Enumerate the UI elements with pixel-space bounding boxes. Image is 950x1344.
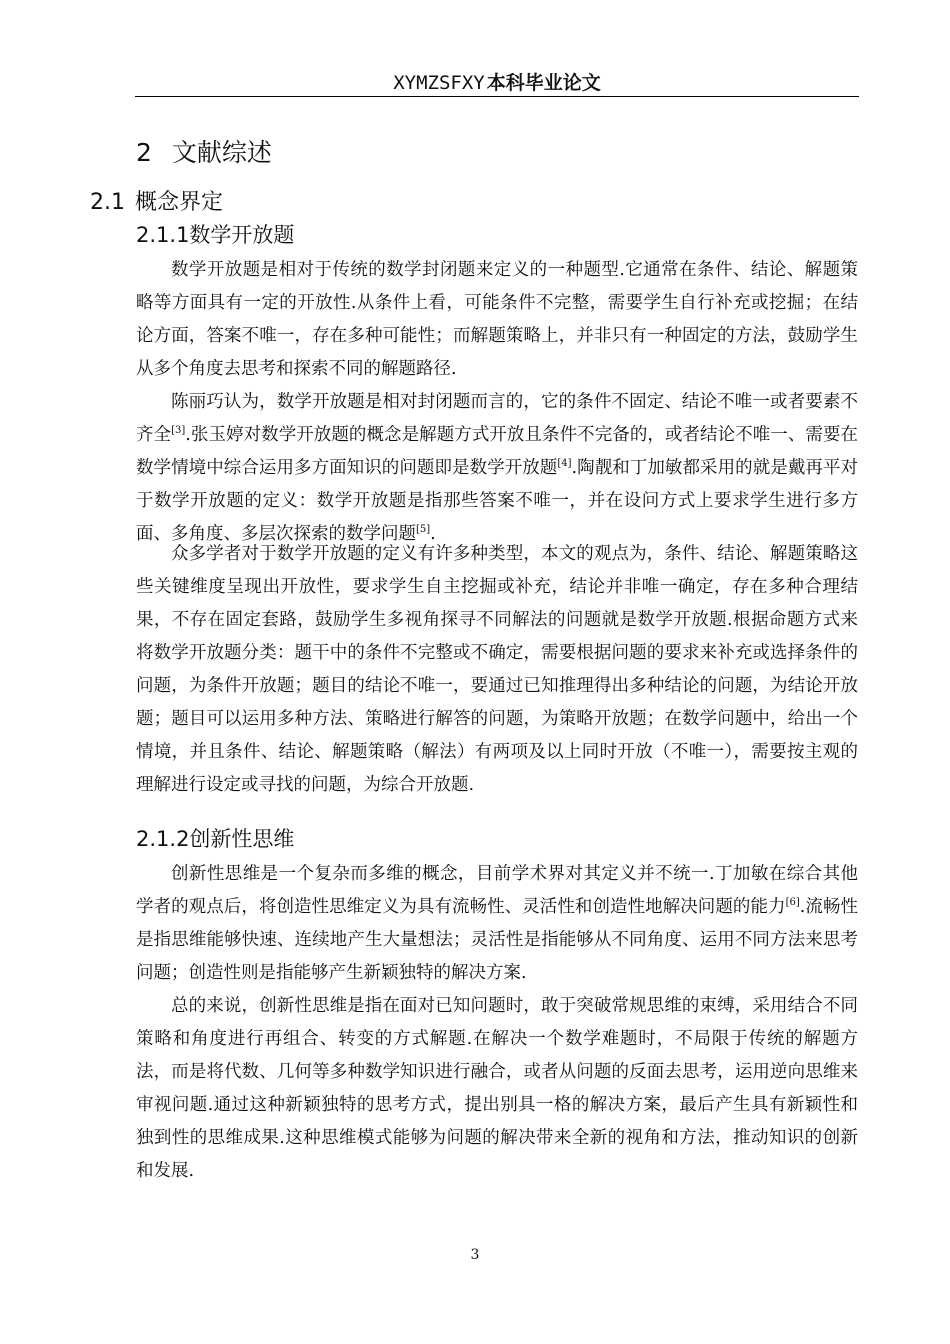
paragraph bbox=[136, 254, 858, 386]
paragraph bbox=[136, 538, 858, 802]
section-title: 文献综述 bbox=[171, 138, 272, 167]
paragraph-text: . bbox=[430, 524, 436, 544]
paragraph-text: .张玉婷对数学开放题的概念是解题方式开放且条件不完备的，或者结论不唯一、需要在数学情境中综合运用多方面知识的问题即是数学开放题 bbox=[136, 425, 859, 478]
page-number: 3 bbox=[470, 1247, 480, 1263]
paragraph bbox=[136, 386, 858, 551]
section-number: 2 bbox=[136, 138, 152, 167]
subsubsection-heading-1: 2.1.1数学开放题 bbox=[136, 223, 295, 247]
paragraph-text: 众多学者对于数学开放题的定义有许多种类型，本文的观点为，条件、结论、解题策略这些关键维度呈现出开放性，要求学生自主挖掘或补充，结论并非唯一确定，存在多种合理结果，不存在固定套路，鼓励学生多视角探寻不同解法的问题就是数学开放题.根据命题方式来将数学开放题分类：题干中的条件不完整或不确定，需要根据问题的要求来补充或选择条件的问题，为条件开放题；题目的结论不唯一，要通过已知推理得出多种结论的问题，为结论开放题；题目可以运用多种方法、策略进行解答的问题，为策略开放题；在数学问题中，给出一个情境，并且条件、结论、解题策略（解法）有两项及以上同时开放（不唯一），需要按主观的理解进行设定或寻找的问题，为综合开放题. bbox=[136, 544, 858, 795]
page-header bbox=[135, 70, 859, 96]
paragraph-text: .陶靓和丁加敏都采用的就是戴再平对于数学开放题的定义：数学开放题是指那些答案不唯一，并在设问方式上要求学生进行多方面、多角度、多层次探索的数学问题 bbox=[136, 458, 858, 544]
header-title: 本科毕业论文 bbox=[486, 72, 601, 94]
citation-ref: [4] bbox=[557, 458, 572, 470]
paragraph-text: 陈丽巧认为，数学开放题是相对封闭题而言的，它的条件不固定、结论不唯一或者要素不齐全 bbox=[136, 392, 858, 445]
header-latin: XYMZSFXY bbox=[393, 72, 485, 94]
paragraph bbox=[136, 990, 858, 1188]
citation-ref: [3] bbox=[171, 425, 186, 437]
section-heading bbox=[136, 136, 272, 170]
subsection-number: 2.1 bbox=[90, 190, 125, 215]
subsection-title: 概念界定 bbox=[135, 190, 224, 215]
paragraph-text: 创新性思维是一个复杂而多维的概念，目前学术界对其定义并不统一.丁加敏在综合其他学者的观点后，将创造性思维定义为具有流畅性、灵活性和创造性地解决问题的能力 bbox=[136, 864, 858, 917]
paragraph-text: 总的来说，创新性思维是指在面对已知问题时，敢于突破常规思维的束缚，采用结合不同策略和角度进行再组合、转变的方式解题.在解决一个数学难题时，不局限于传统的解题方法，而是将代数、几何等多种数学知识进行融合，或者从问题的反面去思考，运用逆向思维来审视问题.通过这种新颖独特的思考方式，提出别具一格的解决方案，最后产生具有新颖性和独到性的思维成果.这种思维模式能够为问题的解决带来全新的视角和方法，推动知识的创新和发展. bbox=[136, 996, 858, 1181]
subsection-heading bbox=[90, 187, 223, 219]
paragraph-text: 数学开放题是相对于传统的数学封闭题来定义的一种题型.它通常在条件、结论、解题策略等方面具有一定的开放性.从条件上看，可能条件不完整，需要学生自行补充或挖掘；在结论方面，答案不唯一，存在多种可能性；而解题策略上，并非只有一种固定的方法，鼓励学生从多个角度去思考和探索不同的解题路径. bbox=[136, 260, 858, 379]
header-rule bbox=[135, 96, 859, 97]
subsubsection-heading-2: 2.1.2创新性思维 bbox=[136, 827, 295, 851]
citation-ref: [6] bbox=[785, 897, 800, 909]
paragraph-text: .流畅性是指思维能够快速、连续地产生大量想法；灵活性是指能够从不同角度、运用不同方法来思考问题；创造性则是指能够产生新颖独特的解决方案. bbox=[136, 897, 858, 983]
citation-ref: [5] bbox=[416, 524, 431, 536]
paragraph bbox=[136, 858, 858, 990]
